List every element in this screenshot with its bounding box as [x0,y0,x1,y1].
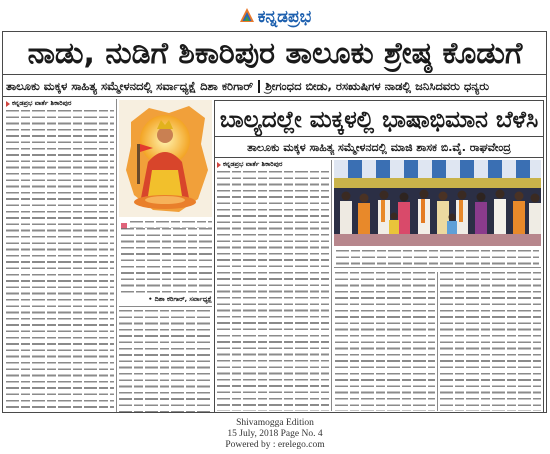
article2-byline-text: ಕನ್ನಡಪ್ರಭ ವಾರ್ತೆ ಶಿಕಾರಿಪುರ [223,160,283,168]
article2-subheadline: ತಾಲೂಕು ಮಕ್ಕಳ ಸಾಹಿತ್ಯ ಸಮ್ಮೇಳನದಲ್ಲಿ ಮಾಜಿ ಶಾಸಕ ಬಿ.ವೈ. ರಾಘವೇಂದ್ರ [247,141,511,154]
article2-byline [217,160,329,169]
goddess-painting-photo [119,100,212,217]
article1-subheadline-part2: ಶ್ರೀಗಂಧದ ಬೀಡು, ರಸಋಷಿಗಳ ನಾಡಲ್ಲಿ ಜನಿಸಿದವರು ಧನ್ಯರು [265,79,490,93]
footer-edition: Shivamogga Edition [236,418,314,428]
headline-divider [3,74,546,75]
article2-body-column-3 [440,272,541,411]
caption-first-line [130,221,212,228]
kannadaprabha-logo-icon [239,7,255,27]
article1-quote-text [121,228,212,294]
article2-subheadline-divider [215,157,543,158]
article1-byline-text: ಕನ್ನಡಪ್ರಭ ವಾರ್ತೆ ಶಿಕಾರಿಪುರ [12,99,72,107]
column-rule [331,160,332,411]
article1-byline [6,99,114,108]
footer-powered-by: Powered by : erelego.com [225,440,325,450]
article1-headline: ನಾಡು, ನುಡಿಗೆ ಶಿಕಾರಿಪುರ ತಾಲೂಕು ಶ್ರೇಷ್ಠ ಕೊಡುಗೆ [27,36,523,71]
caption-divider [119,306,212,307]
masthead [0,5,550,29]
article1-quote-attribution: • ದಿಶಾ ಕರಿಗಾರ್, ಸರ್ವಾಧ್ಯಕ್ಷೆ [148,295,212,303]
article1-subheadline [6,77,544,95]
subheadline-divider [3,96,546,97]
article1-body-column-1 [6,110,114,412]
column-rule [116,99,117,412]
article2-body-column-1 [217,171,329,411]
byline-marker-icon [217,162,221,168]
stage-group-photo [334,160,541,246]
article2-headline: ಬಾಲ್ಯದಲ್ಲೇ ಮಕ್ಕಳಲ್ಲಿ ಭಾಷಾಭಿಮಾನ ಬೆಳೆಸಿ [219,107,539,133]
article2-body-column-2 [335,272,435,411]
footer-date-page: 15 July, 2018 Page No. 4 [227,429,323,439]
byline-marker-icon [6,101,10,107]
subheadline-separator [258,80,260,93]
masthead-name: ಕನ್ನಡಪ್ರಭ [257,7,312,27]
article2-photo-caption [336,250,539,266]
article1-subheadline-part1: ತಾಲೂಕು ಮಕ್ಕಳ ಸಾಹಿತ್ಯ ಸಮ್ಮೇಳನದಲ್ಲಿ ಸರ್ವಾಧ್ಯಕ್ಷೆ ದಿಶಾ ಕರಿಗಾರ್ [6,79,254,93]
column-rule [437,272,438,411]
article1-body-column-2 [119,310,212,412]
